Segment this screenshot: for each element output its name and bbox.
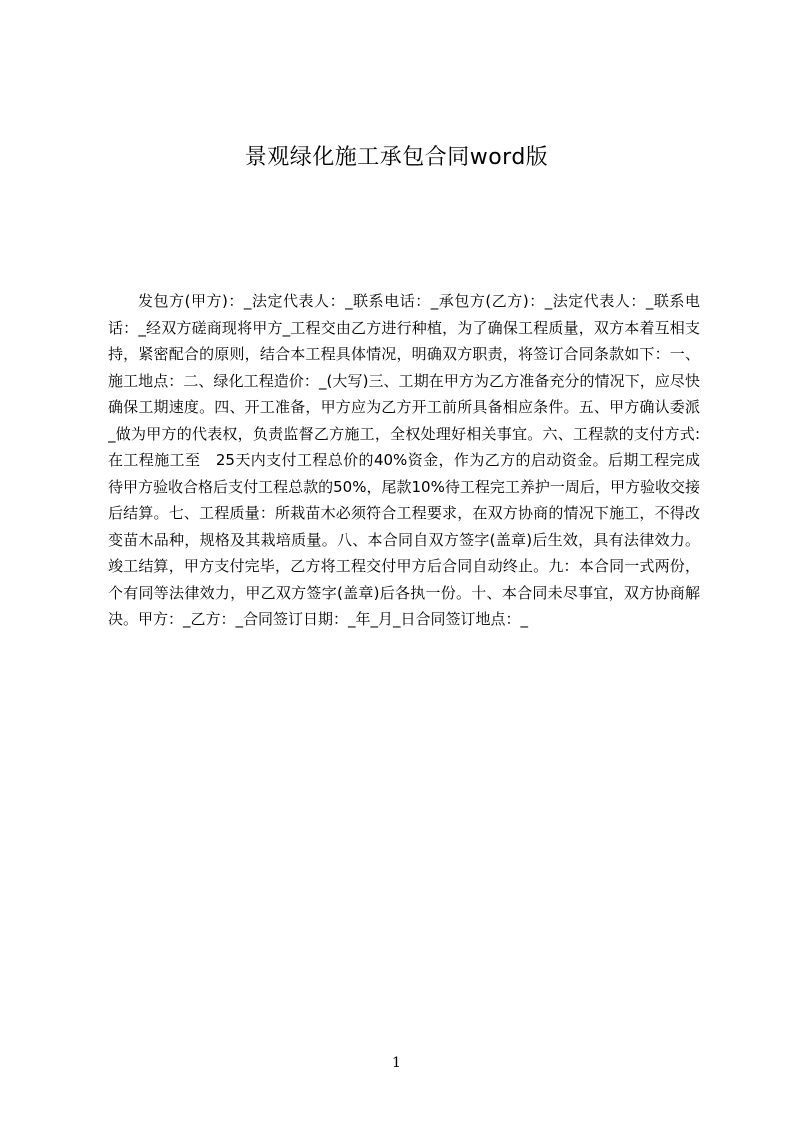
contract-body-text: 发包方(甲方)：_法定代表人：_联系电话：_承包方(乙方)：_法定代表人：_联系电话：_经双方磋商现将甲方_工程交由乙方进行种植，为了确保工程质量，双方本着互相支持，紧密配合的原则，结合本工程具体情况，明确双方职责，将签订合同条款如下：一、施工地点：二、绿化工程造价：_(大写)三、工期在甲方为乙方准备充分的情况下，应尽快确保工期速度。四、开工准备，甲方应为乙方开工前所具备相应条件。五、甲方确认委派_做为甲方的代表权，负责监督乙方施工，全权处理好相关事宜。六、工程款的支付方式:在工程施工至 25天内支付工程总价的40%资金，作为乙方的启动资金。后期工程完成待甲方验收合格后支付工程总款的50%，尾款10%待工程完工养护一周后，甲方验收交接后结算。七、工程质量：所栽苗木必须符合工程要求，在双方协商的情况下施工，不得改变苗木品种，规格及其栽培质量。八、本合同自双方签字(盖章)后生效，具有法律效力。竣工结算，甲方支付完毕，乙方将工程交付甲方后合同自动终止。九：本合同一式两份，个有同等法律效力，甲乙双方签字(盖章)后各执一份。十、本合同未尽事宜，双方协商解决。甲方：_乙方：_合同签订日期：_年_月_日合同签订地点：_ bbox=[108, 292, 700, 628]
page-number: 1 bbox=[392, 1055, 401, 1071]
document-title: 景观绿化施工承包合同word版 bbox=[244, 145, 549, 170]
